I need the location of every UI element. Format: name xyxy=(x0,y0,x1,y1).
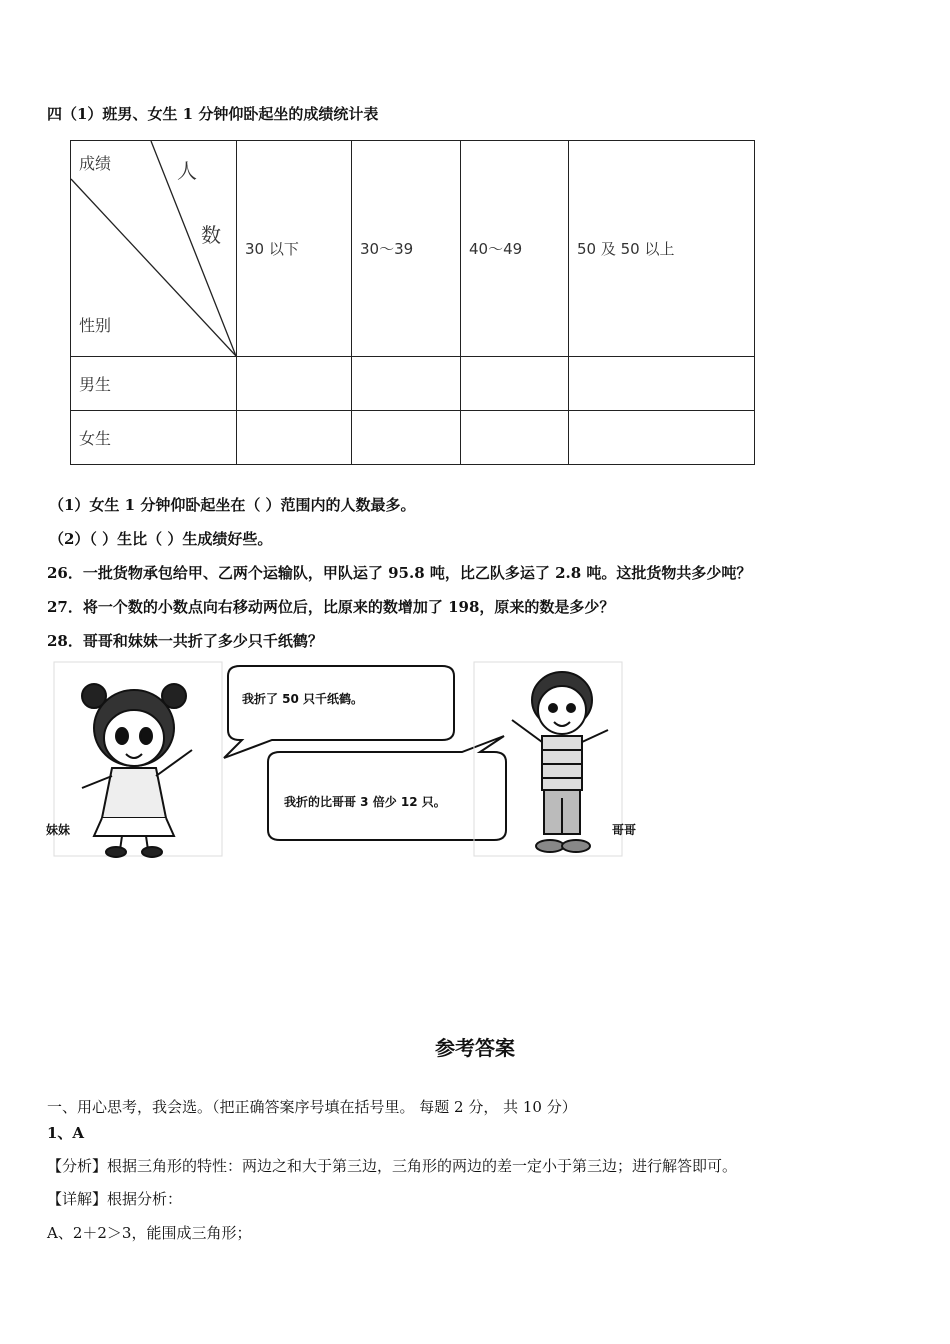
table-cell xyxy=(237,411,352,465)
column-header-50-plus: 50 及 50 以上 xyxy=(569,141,755,357)
score-table xyxy=(70,140,755,465)
table-cell xyxy=(352,357,461,411)
table-row-girls xyxy=(71,411,755,465)
table-title: 四（1）班男、女生 1 分钟仰卧起坐的成绩统计表 xyxy=(47,105,379,123)
answers-title: 参考答案 xyxy=(435,1036,515,1060)
question-28: 28．哥哥和妹妹一共折了多少只千纸鹤？ xyxy=(47,632,323,650)
bubble-top-text: 我折了 50 只千纸鹤。 xyxy=(242,692,364,706)
crane-illustration xyxy=(42,658,642,863)
table-row-boys xyxy=(71,357,755,411)
row-label-boys: 男生 xyxy=(71,357,237,411)
question-27: 27．将一个数的小数点向右移动两位后，比原来的数增加了 198，原来的数是多少？ xyxy=(47,598,615,616)
question-1: （1）女生 1 分钟仰卧起坐在（ ）范围内的人数最多。 xyxy=(49,496,416,514)
bubble-top xyxy=(224,666,454,758)
question-2: （2）（ ）生比（ ）生成绩好些。 xyxy=(49,530,273,548)
corner-label-people-2: 数 xyxy=(201,223,221,247)
table-cell xyxy=(461,357,569,411)
girl-figure xyxy=(82,684,192,857)
corner-label-people-1: 人 xyxy=(177,159,197,183)
girl-label: 妹妹 xyxy=(46,823,71,837)
answers-line-a: A、2＋2＞3，能围成三角形； xyxy=(47,1224,252,1242)
table-cell xyxy=(352,411,461,465)
table-cell xyxy=(237,357,352,411)
bubble-bottom xyxy=(268,736,506,840)
corner-label-score: 成绩 xyxy=(79,154,112,173)
boy-label: 哥哥 xyxy=(612,823,637,837)
column-header-under-30: 30 以下 xyxy=(237,141,352,357)
answers-item-1: 1、A xyxy=(47,1124,85,1142)
answers-section: 一、用心思考，我会选。（把正确答案序号填在括号里。 每题 2 分， 共 10 分） xyxy=(47,1098,577,1116)
answers-analysis: 【分析】根据三角形的特性：两边之和大于第三边，三角形的两边的差一定小于第三边；进行解答即可。 xyxy=(47,1157,738,1175)
column-header-30-39: 30～39 xyxy=(352,141,461,357)
table-corner-cell xyxy=(71,141,237,357)
table-cell xyxy=(569,411,755,465)
corner-label-gender: 性别 xyxy=(79,316,112,335)
answers-detail: 【详解】根据分析： xyxy=(47,1190,183,1208)
bubble-bottom-text: 我折的比哥哥 3 倍少 12 只。 xyxy=(284,795,446,809)
table-cell xyxy=(461,411,569,465)
question-26: 26．一批货物承包给甲、乙两个运输队，甲队运了 95.8 吨，比乙队多运了 2.8 吨。这批货物共多少吨？ xyxy=(47,564,752,582)
column-header-40-49: 40～49 xyxy=(461,141,569,357)
boy-figure xyxy=(512,672,608,852)
table-cell xyxy=(569,357,755,411)
row-label-girls: 女生 xyxy=(71,411,237,465)
